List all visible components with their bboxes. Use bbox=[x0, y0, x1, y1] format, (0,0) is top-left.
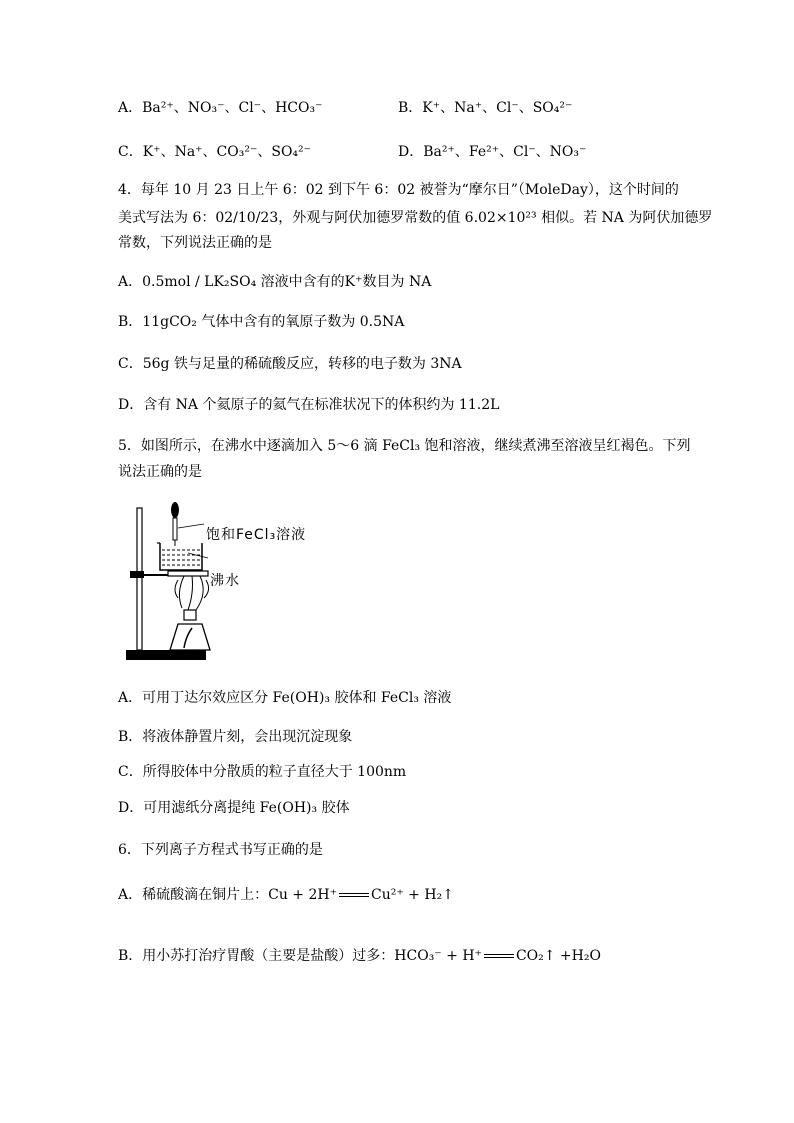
q3-option-c: C．K⁺、Na⁺、CO₃²⁻、SO₄²⁻ bbox=[118, 144, 312, 160]
q6-option-b: B．用小苏打治疗胃酸（主要是盐酸）过多：HCO₃⁻ + H⁺ CO₂↑ +H₂O bbox=[118, 948, 601, 964]
dropper-tube bbox=[173, 518, 177, 540]
q6-option-a: A．稀硫酸滴在铜片上：Cu + 2H⁺ Cu²⁺ + H₂↑ bbox=[118, 887, 454, 903]
q4-option-d: D．含有 NA 个氦原子的氦气在标准状况下的体积约为 11.2L bbox=[118, 397, 500, 413]
alcohol-lamp bbox=[170, 624, 210, 650]
lamp-neck bbox=[184, 610, 196, 620]
q5-stem-line-1: 5．如图所示，在沸水中逐滴加入 5～6 滴 FeCl₃ 饱和溶液，继续煮沸至溶液呈红褐色。下列 bbox=[118, 438, 691, 454]
dropper-bulb bbox=[171, 502, 179, 518]
q3-option-row-2 bbox=[118, 142, 718, 162]
apparatus-figure bbox=[122, 498, 322, 668]
stand-base bbox=[126, 650, 206, 660]
q3-option-a: A．Ba²⁺、NO₃⁻、Cl⁻、HCO₃⁻ bbox=[118, 100, 323, 116]
equals-sign bbox=[484, 953, 514, 959]
q5-option-d: D．可用滤纸分离提纯 Fe(OH)₃ 胶体 bbox=[118, 800, 350, 816]
q5-stem-line-2: 说法正确的是 bbox=[118, 464, 202, 480]
label-boiling-water: 沸水 bbox=[210, 573, 240, 589]
q5-option-c: C．所得胶体中分散质的粒子直径大于 100nm bbox=[118, 764, 407, 780]
flame bbox=[175, 576, 209, 610]
wire-gauze bbox=[168, 571, 208, 576]
q3-option-b: B．K⁺、Na⁺、Cl⁻、SO₄²⁻ bbox=[398, 100, 573, 116]
q4-stem-line-2: 美式写法为 6：02/10/23，外观与阿伏加德罗常数的值 6.02×10²³ 相似。若 NA 为阿伏加德罗 bbox=[118, 210, 713, 226]
q5-option-a: A．可用丁达尔效应区分 Fe(OH)₃ 胶体和 FeCl₃ 溶液 bbox=[118, 690, 452, 706]
beaker bbox=[160, 543, 202, 570]
q5-option-b: B．将液体静置片刻，会出现沉淀现象 bbox=[118, 729, 353, 745]
stand-clamp bbox=[130, 571, 144, 578]
q4-stem-line-3: 常数，下列说法正确的是 bbox=[118, 235, 272, 251]
q4-option-a: A．0.5mol / LK₂SO₄ 溶液中含有的K⁺数目为 NA bbox=[118, 274, 432, 290]
q4-option-c: C．56g 铁与足量的稀硫酸反应，转移的电子数为 3NA bbox=[118, 356, 462, 372]
q6-stem: 6．下列离子方程式书写正确的是 bbox=[118, 842, 323, 858]
q4-option-b: B．11gCO₂ 气体中含有的氧原子数为 0.5NA bbox=[118, 314, 405, 330]
q3-option-d: D．Ba²⁺、Fe²⁺、Cl⁻、NO₃⁻ bbox=[398, 144, 587, 160]
q4-stem-line-1: 4．每年 10 月 23 日上午 6：02 到下午 6：02 被誉为“摩尔日”（MoleDay），这个时间的 bbox=[118, 182, 679, 198]
stand-rod bbox=[137, 508, 142, 650]
equals-sign bbox=[339, 892, 369, 898]
label-fecl3-solution: 饱和FeCl₃溶液 bbox=[206, 527, 307, 543]
q3-option-row-1 bbox=[118, 98, 718, 118]
